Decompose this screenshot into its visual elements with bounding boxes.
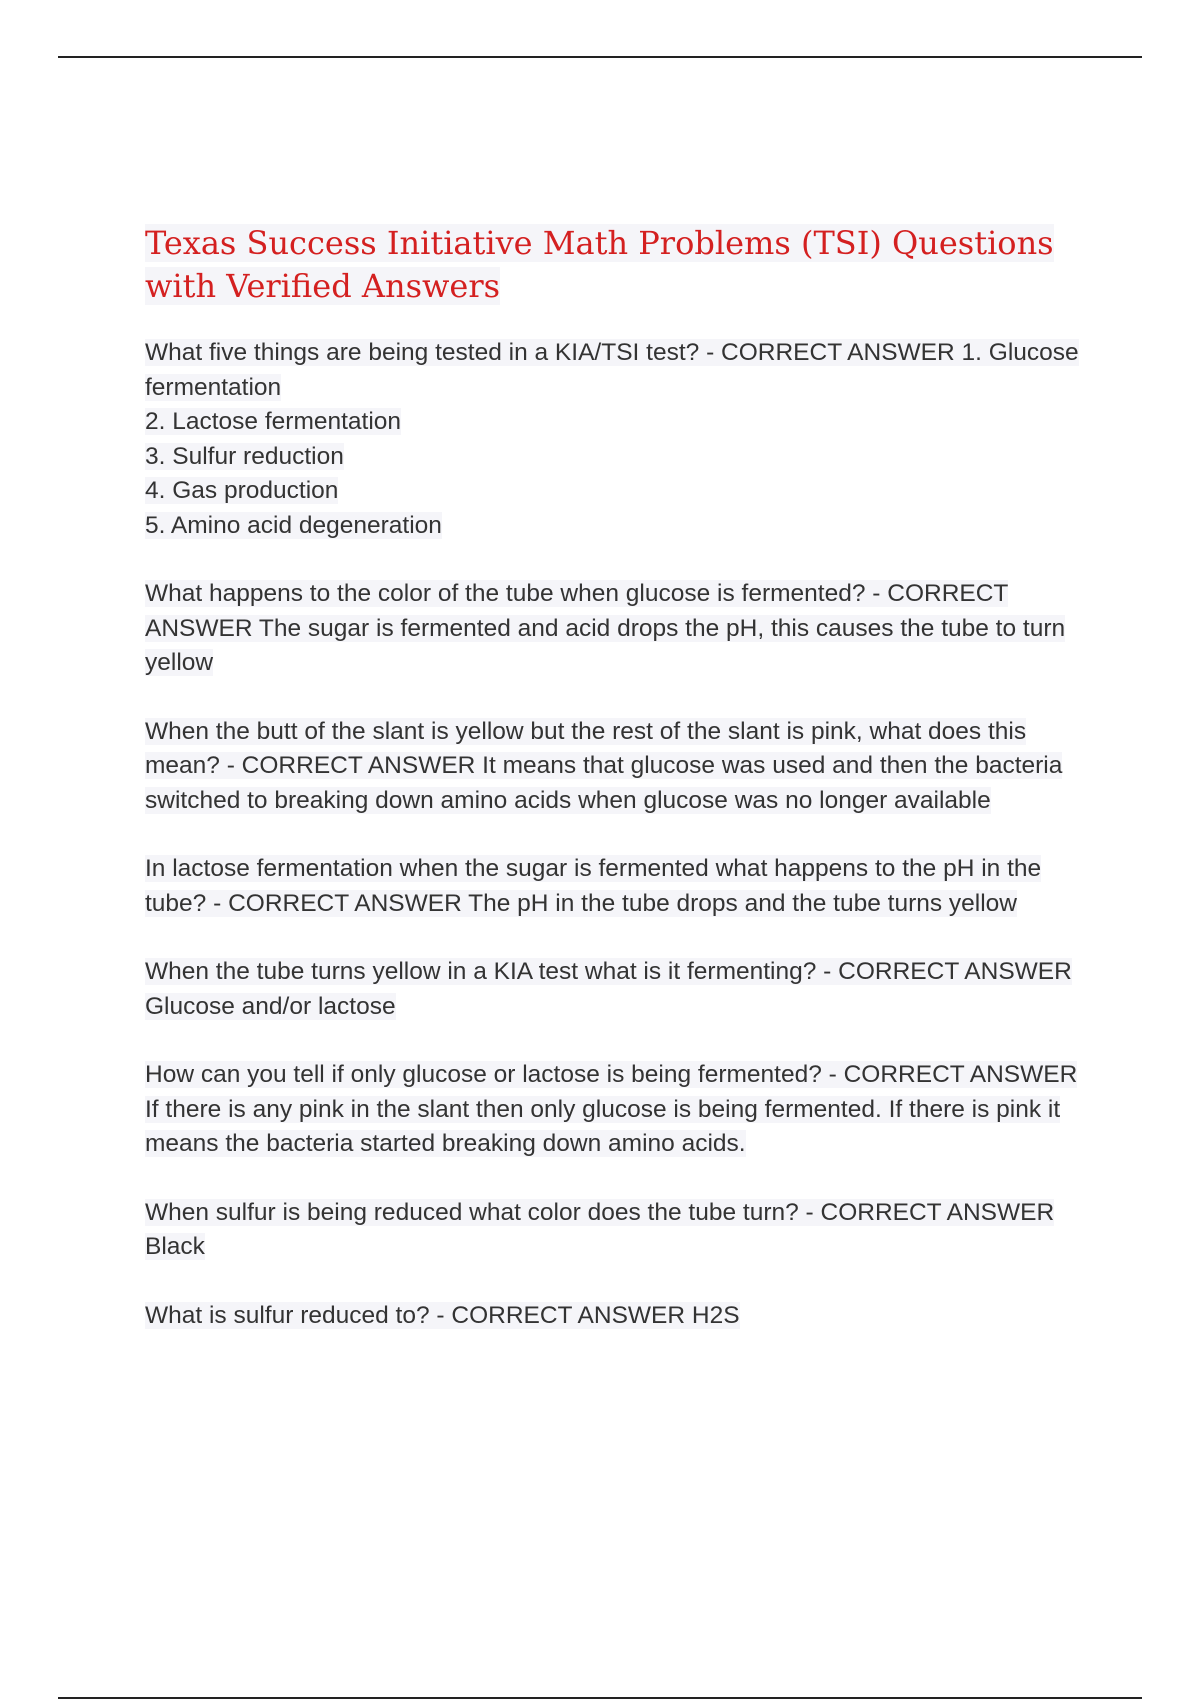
footer-rule [58,1697,1142,1699]
qa-text: When the butt of the slant is yellow but the rest of the slant is pink, what does this mean? - CORRECT ANSWER It means that glucose was used and then the bacteria switched to breaking down amino acids when glucose was no longer available [145,717,1063,814]
qa-item-7 [145,1196,1095,1265]
qa-text: 3. Sulfur reduction [145,442,344,470]
qa-line [145,509,1095,544]
qa-text: 5. Amino acid degeneration [145,511,442,539]
document-title [145,222,1095,308]
document-title-text: Texas Success Initiative Math Problems (TSI) Questions with Verified Answers [145,224,1054,305]
qa-item-1 [145,336,1095,543]
qa-item-3 [145,715,1095,819]
qa-item-8 [145,1299,1095,1334]
qa-item-6 [145,1058,1095,1162]
qa-item-5 [145,955,1095,1024]
qa-line [145,440,1095,475]
qa-text: 2. Lactose fermentation [145,408,402,435]
header-rule [58,56,1142,58]
qa-line [145,336,1095,405]
qa-text: In lactose fermentation when the sugar is fermented what happens to the pH in the tube? - CORRECT ANSWER The pH in the tube drops and the tube turns yellow [145,855,1042,917]
qa-text: What happens to the color of the tube when glucose is fermented? - CORRECT ANSWER The sugar is fermented and acid drops the pH, this causes the tube to turn yellow [145,580,1066,676]
document-body [145,222,1095,1367]
qa-text: What is sulfur reduced to? - CORRECT ANSWER H2S [145,1301,740,1329]
qa-text: When the tube turns yellow in a KIA test what is it fermenting? - CORRECT ANSWER Glucose and/or lactose [145,958,1072,1020]
qa-item-2 [145,577,1095,681]
qa-line [145,474,1095,509]
qa-line [145,405,1095,440]
qa-text: 4. Gas production [145,477,339,504]
qa-item-4 [145,852,1095,921]
qa-text: How can you tell if only glucose or lactose is being fermented? - CORRECT ANSWER If there is any pink in the slant then only glucose is being fermented. If there is pink it means the bacteria started breaking down amino acids. [145,1061,1078,1157]
qa-text: When sulfur is being reduced what color does the tube turn? - CORRECT ANSWER Black [145,1198,1055,1260]
qa-text: What five things are being tested in a KIA/TSI test? - CORRECT ANSWER 1. Glucose fermentation [145,339,1079,401]
